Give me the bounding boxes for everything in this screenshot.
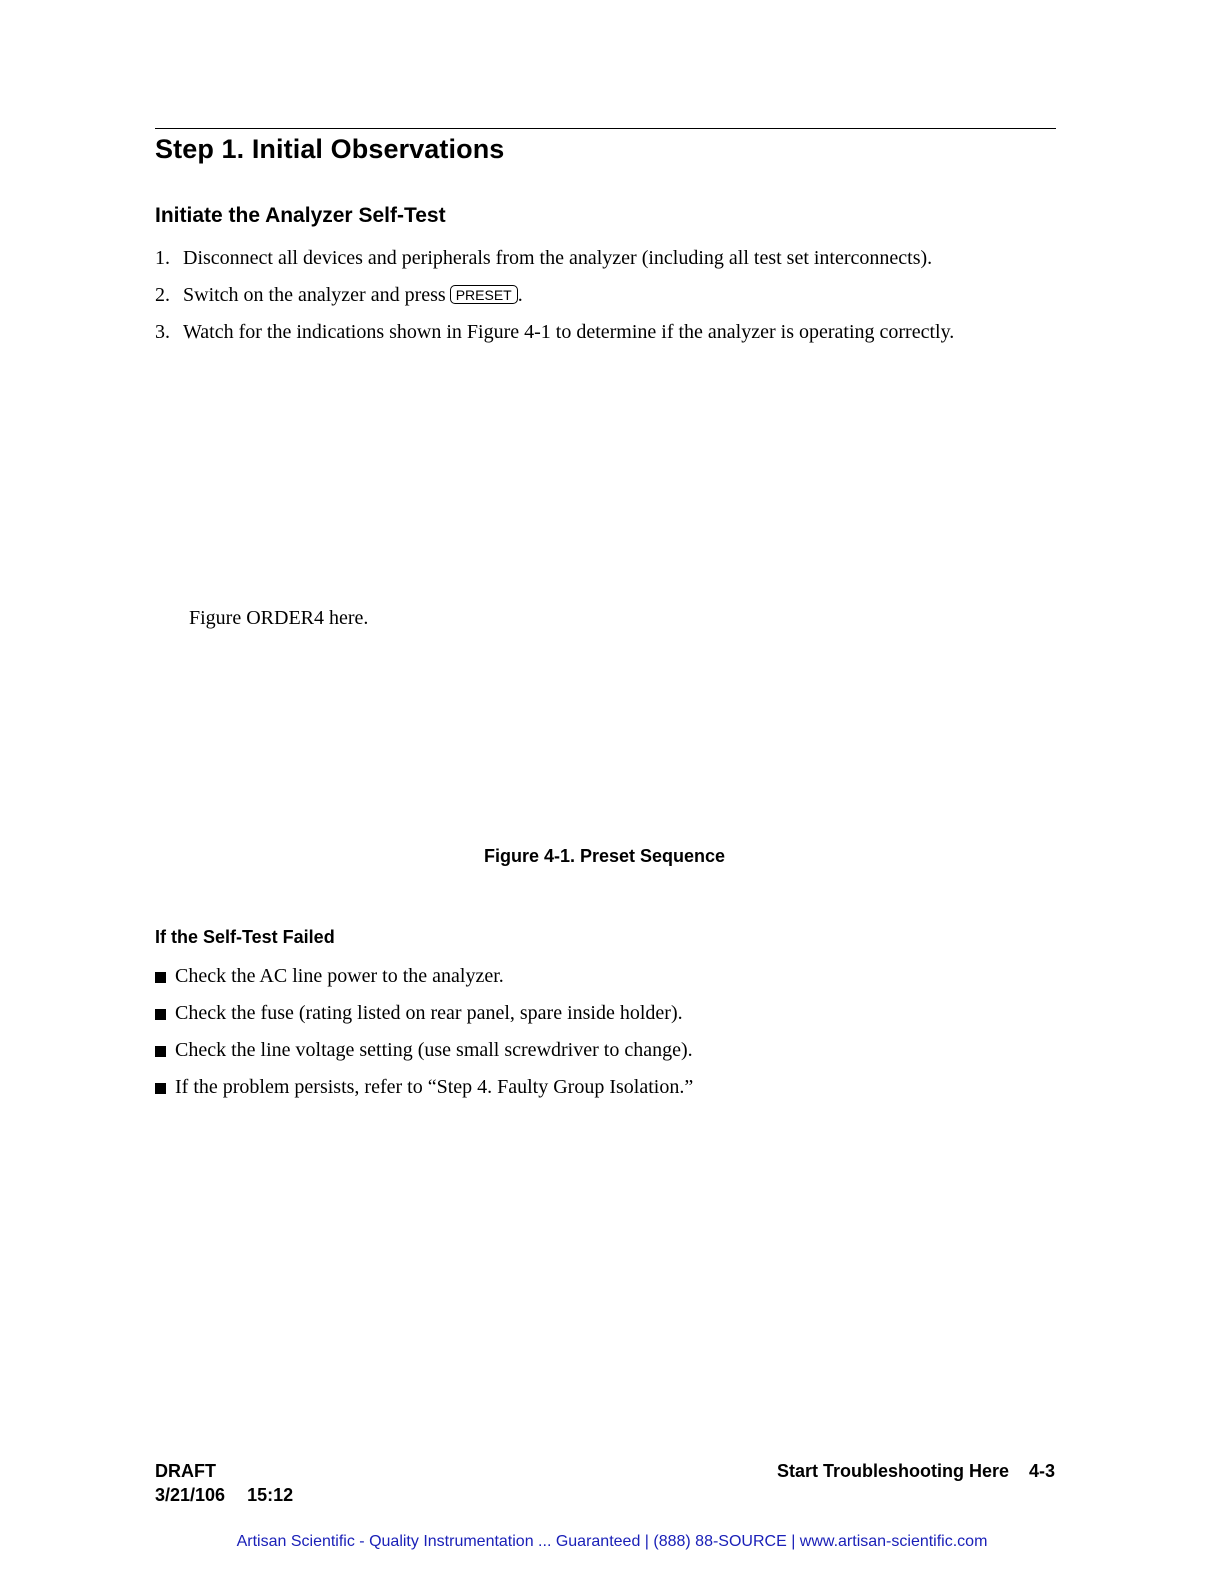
footer-draft-info — [155, 1459, 293, 1507]
draft-label: DRAFT — [155, 1461, 216, 1481]
list-item — [155, 963, 1035, 989]
square-bullet-icon — [155, 1083, 166, 1094]
square-bullet-icon — [155, 1046, 166, 1057]
step-list — [155, 245, 1035, 356]
list-item — [155, 1000, 1035, 1026]
failed-subheading: If the Self-Test Failed — [155, 927, 335, 947]
step-text: Switch on the analyzer and press — [183, 284, 446, 306]
list-item — [155, 245, 1035, 271]
draft-datetime — [155, 1483, 293, 1507]
square-bullet-icon — [155, 972, 166, 983]
list-item — [155, 319, 1035, 345]
step-text-end: . — [517, 284, 523, 306]
draft-time: 15:12 — [247, 1485, 294, 1505]
square-bullet-icon — [155, 1009, 166, 1020]
bullet-text: If the problem persists, refer to “Step 4. Faulty Group Isolation.” — [175, 1076, 694, 1098]
section-title: Step 1. Initial Observations — [155, 134, 505, 164]
step-number: 2. — [155, 284, 170, 306]
list-item — [155, 1037, 1035, 1063]
bullet-text: Check the line voltage setting (use small screwdriver to change). — [175, 1039, 693, 1061]
list-item — [155, 1074, 1035, 1100]
step-text: Watch for the indications shown in Figure 4-1 to determine if the analyzer is operating correctly. — [183, 321, 955, 343]
failed-checklist — [155, 963, 1035, 1111]
step-text: Disconnect all devices and peripherals from the analyzer (including all test set interconnects). — [183, 247, 933, 269]
bullet-text: Check the AC line power to the analyzer. — [175, 965, 504, 987]
step-number: 1. — [155, 247, 170, 269]
step-number: 3. — [155, 321, 170, 343]
chapter-title: Start Troubleshooting Here — [776, 1461, 1009, 1481]
bullet-text: Check the fuse (rating listed on rear panel, spare inside holder). — [175, 1002, 683, 1024]
preset-key: PRESET — [450, 285, 518, 304]
subsection-title: Initiate the Analyzer Self-Test — [155, 204, 446, 227]
figure-placeholder: Figure ORDER4 here. — [189, 607, 369, 629]
section-rule — [155, 128, 1056, 129]
vendor-banner-link[interactable]: Artisan Scientific - Quality Instrumentation ... Guaranteed | (888) 88-SOURCE | www.artisan-scientific.com — [236, 1533, 988, 1550]
footer-page-info — [777, 1459, 1055, 1483]
page-number: 4-3 — [1028, 1461, 1055, 1481]
draft-date: 3/21/106 — [155, 1485, 226, 1505]
list-item — [155, 282, 1035, 308]
figure-caption: Figure 4-1. Preset Sequence — [483, 846, 726, 866]
